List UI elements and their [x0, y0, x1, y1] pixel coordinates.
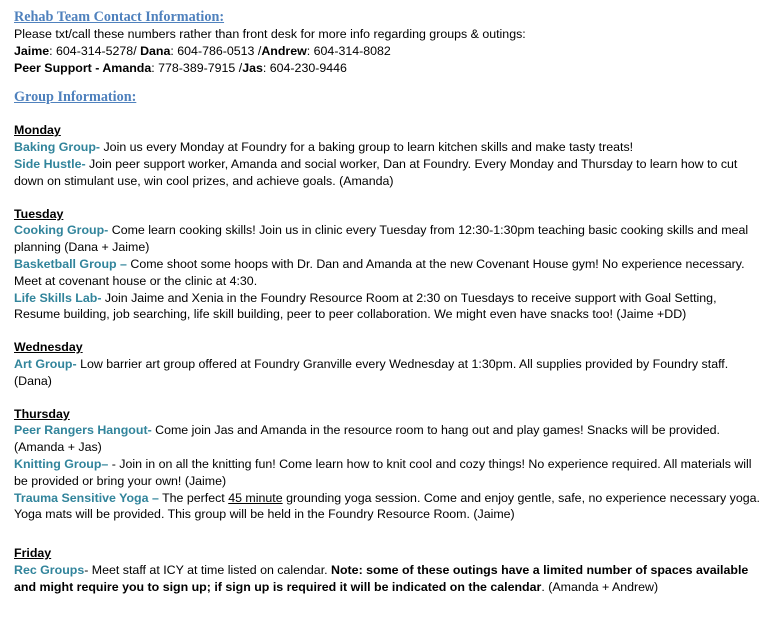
life-skills-text: Join Jaime and Xenia in the Foundry Resource Room at 2:30 on Tuesdays to receive support with Goal Setting, Resume building, job searching, life skill building, peer to peer collaboration. We might even have snacks too! (Jaime +DD) [14, 290, 717, 322]
document-page [14, 8, 762, 596]
peer-support-label: Peer Support - Amanda [14, 60, 152, 75]
rec-groups-text: - Meet staff at ICY at time listed on calendar. [84, 562, 332, 577]
art-group-item [14, 356, 762, 390]
peer-rangers-title: Peer Rangers Hangout- [14, 423, 152, 438]
yoga-item [14, 490, 762, 524]
rehab-contacts-line [14, 43, 762, 60]
jaime-label: Jaime [14, 43, 50, 58]
side-hustle-text: Join peer support worker, Amanda and social worker, Dan at Foundry. Every Monday and Thursday to learn how to cut down on stimulant use, win cool prizes, and achieve goals. (Amanda) [14, 156, 738, 188]
side-hustle-item [14, 156, 762, 190]
baking-group-item [14, 139, 762, 156]
life-skills-title: Life Skills Lab- [14, 290, 102, 305]
rec-groups-item [14, 562, 762, 596]
dana-number: : 604-786-0513 / [170, 43, 262, 58]
cooking-group-text: Come learn cooking skills! Join us in clinic every Tuesday from 12:30-1:30pm teaching basic cooking skills and meal planning (Dana + Jaime) [14, 223, 749, 255]
monday-heading: Monday [14, 123, 61, 138]
knitting-group-text: - Join in on all the knitting fun! Come learn how to knit cool and cozy things! No experience required. All materials will be provided or bring your own! (Jaime) [14, 456, 752, 488]
yoga-text-post: grounding yoga session. Come and enjoy gentle, safe, no experience necessary yoga. Yoga mats will be provided. This group will be held in the Foundry Resource Room. (Jaime) [14, 490, 760, 522]
basketball-group-item [14, 256, 762, 290]
baking-group-text: Join us every Monday at Foundry for a baking group to learn kitchen skills and make tasty treats! [100, 140, 634, 155]
andrew-label: Andrew [261, 43, 307, 58]
art-group-text: Low barrier art group offered at Foundry Granville every Wednesday at 1:30pm. All supplies provided by Foundry staff. (Dana) [14, 356, 729, 388]
friday-heading: Friday [14, 546, 52, 561]
group-info-heading: Group Information: [14, 89, 137, 106]
jas-label: Jas [242, 60, 263, 75]
side-hustle-title: Side Hustle- [14, 156, 86, 171]
dana-label: Dana [140, 43, 171, 58]
peer-support-number: : 778-389-7915 / [151, 60, 243, 75]
baking-group-title: Baking Group- [14, 140, 101, 155]
knitting-group-title: Knitting Group– [14, 456, 109, 471]
rehab-intro: Please txt/call these numbers rather than front desk for more info regarding groups & outings: [14, 27, 526, 41]
life-skills-item [14, 290, 762, 324]
thursday-heading: Thursday [14, 406, 70, 421]
knitting-group-item [14, 456, 762, 490]
rec-groups-note: Note: some of these outings have a limited number of spaces available and might require you to sign up; if sign up is required it will be indicated on the calendar [14, 562, 749, 594]
jaime-number: : 604-314-5278/ [49, 43, 141, 58]
basketball-group-title: Basketball Group – [14, 256, 127, 271]
art-group-title: Art Group- [14, 356, 77, 371]
rec-groups-title: Rec Groups [14, 562, 85, 577]
wednesday-heading: Wednesday [14, 340, 83, 355]
yoga-duration: 45 minute [228, 490, 283, 505]
rec-groups-end: . (Amanda + Andrew) [541, 579, 659, 594]
yoga-text-pre: The perfect [158, 490, 229, 505]
basketball-group-text: Come shoot some hoops with Dr. Dan and Amanda at the new Covenant House gym! No experience necessary. Meet at covenant house or the clinic at 4:30. [14, 256, 745, 288]
cooking-group-title: Cooking Group- [14, 223, 109, 238]
tuesday-heading: Tuesday [14, 206, 64, 221]
peer-rangers-text: Come join Jas and Amanda in the resource room to hang out and play games! Snacks will be provided. (Amanda + Jas) [14, 423, 720, 455]
cooking-group-item [14, 222, 762, 256]
peer-contacts-line [14, 60, 762, 77]
peer-rangers-item [14, 422, 762, 456]
andrew-number: : 604-314-8082 [306, 43, 391, 58]
rehab-contact-heading: Rehab Team Contact Information: [14, 9, 225, 25]
jas-number: : 604-230-9446 [262, 60, 347, 75]
yoga-title: Trauma Sensitive Yoga – [14, 490, 159, 505]
